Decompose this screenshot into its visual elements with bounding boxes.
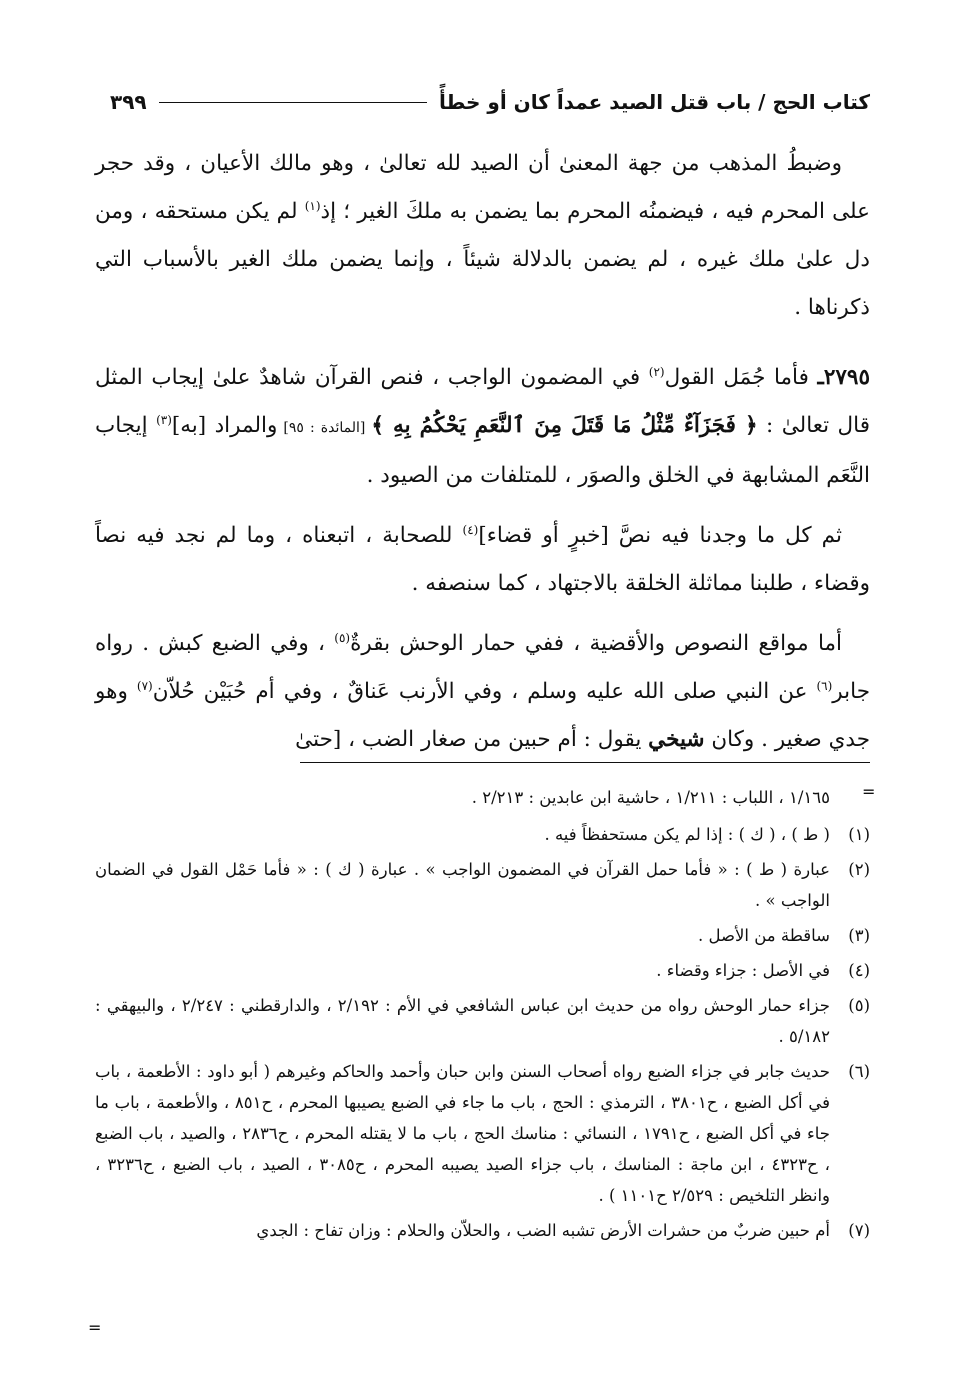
footnote-ref-5: (٥) (334, 630, 351, 645)
footnote-6 (95, 1056, 870, 1211)
paragraph-2795-text-d: إيجاب النَّعَم المشابهة في الخلق والصوَر ، للمتلفات من الصيود . (95, 413, 870, 488)
running-head-rule (159, 102, 427, 103)
paragraph-4-text-a: أما مواقع النصوص والأقضية ، ففي حمار الوحش بقرةٌ (350, 631, 842, 656)
footnote-continuation: ١/١٦٥ ، اللباب : ١/٢١١ ، حاشية ابن عابدين : ٢/٢١٣ . (471, 788, 830, 807)
footnote-ref-4: (٤) (462, 522, 479, 537)
paragraph-2795-text-a: فأما جُمَل القول (664, 365, 818, 390)
paragraph-1-text: وضبطُ المذهب من جهة المعنىٰ أن الصيد لله تعالىٰ ، وهو مالك الأعيان ، وقد حجر على المحرم فيه ، فيضمنُه المحرم بما يضمن به ملكَ الغير ؛ إذ (95, 151, 870, 224)
paragraph-3-text-a: ثم كل ما وجدنا فيه نصَّ [خبرٍ أو قضاء] (478, 523, 842, 548)
footnote-text: ساقطة من الأصل . (698, 926, 830, 945)
footnote-1 (95, 819, 870, 850)
footnote-4 (95, 955, 870, 986)
paragraph-4-text-b: ، وفي الضبع كبش . رواه جابر (95, 631, 870, 704)
paragraph-2795 (95, 354, 870, 500)
footnote-text: ( ط ) ، ( ك ) : إذا لم يكن مستحفظاً فيه . (544, 825, 830, 844)
quran-verse: ﴿ فَجَزَآءٌ مِّثْلُ مَا قَتَلَ مِنَ ٱلنَّعَمِ يَحْكُمُ بِهِ ﴾ (371, 413, 758, 438)
footnote-number: (٦) (848, 1062, 870, 1081)
footnote-number: (٧) (848, 1221, 870, 1240)
continuation-mark-top: = (862, 782, 876, 801)
footnotes (95, 782, 870, 1250)
footnote-text: حديث جابر في جزاء الضبع رواه أصحاب السنن وابن حبان وأحمد والحاكم وغيرهم ( أبو داود : الأطعمة ، باب في أكل الضبع ، ح٣٨٠١ ، الترمذي : الحج ، باب ما جاء في الضبع يصيبها المحرم ، ح٨٥١ ، والأطعمة ، باب ما جاء في أكل الضبع ، ح١٧٩١ ، النسائي : مناسك الحج ، باب ما لا يقتله المحرم ، ح٢٨٣٦ ، والصيد ، باب الضبع ، ح٤٣٢٣ ، ابن ماجة : المناسك ، باب جزاء الصيد يصيبه المحرم ، ح٣٠٨٥ ، الصيد ، باب الضبع ، ح٣٢٣٦ ، وانظر التلخيص : ٢/٥٢٩ ح١١٠١ ) . (95, 1062, 830, 1205)
footnote-number: (١) (848, 825, 870, 844)
footnote-2 (95, 854, 870, 916)
running-head-title: كتاب الحج / باب قتل الصيد عمداً كان أو خطأً (439, 90, 870, 114)
footnote-ref-1: (١) (304, 198, 321, 213)
paragraph-2795-text-c: والمراد [به] (171, 413, 278, 438)
page-number: ٣٩٩ (110, 90, 147, 114)
footnote-ref-6: (٦) (816, 678, 833, 693)
footnote-text: في الأصل : جزاء وقضاء . (656, 961, 830, 980)
paragraph-3 (95, 512, 870, 608)
footnote-text: عبارة ( ط ) : « فأما حمل القرآن في المضمون الواجب » . عبارة ( ك ) : « فأما حَمْل القول في الضمان الواجب » . (95, 860, 830, 910)
footnote-number: (٤) (848, 961, 870, 980)
main-text (95, 140, 870, 776)
paragraph-4-text-e: يقول : أم حبين من صغار الضب ، [حتىٰ (295, 727, 649, 752)
verse-reference: [المائدة : ٩٥] (277, 420, 372, 436)
paragraph-2795-text-b: في المضمون الواجب ، فنص القرآن شاهدٌ علىٰ إيجاب المثل قال تعالىٰ : (95, 365, 870, 438)
footnote-divider (300, 762, 870, 763)
footnote-ref-3: (٣) (156, 412, 172, 427)
footnote-ref-7: (٧) (136, 678, 153, 693)
paragraph-1 (95, 140, 870, 332)
paragraph-number: ٢٧٩٥ـ (817, 365, 871, 390)
footnote-ref-2: (٢) (648, 364, 665, 379)
footnote-number: (٥) (848, 996, 870, 1015)
footnote-3 (95, 920, 870, 951)
shaykh-word: شيخي (648, 727, 705, 752)
footnote-text: جزاء حمار الوحش رواه من حديث ابن عباس الشافعي في الأم : ٢/١٩٢ ، والدارقطني : ٢/٢٤٧ ، والبيهقي : ٥/١٨٢ . (95, 996, 830, 1046)
footnote-number: (٢) (848, 860, 870, 879)
paragraph-4-text-c: عن النبي صلى الله عليه وسلم ، وفي الأرنب عَناقٌ ، وفي أم حُبَيْن حُلاّن (152, 679, 817, 704)
paragraph-3-text-b: للصحابة ، اتبعناه ، وما لم نجد فيه نصاً وقضاء ، طلبنا مماثلة الخلقة بالاجتهاد ، كما سنصفه . (95, 523, 870, 596)
running-head (110, 84, 870, 120)
footnote-text: أم حبين ضربٌ من حشرات الأرض تشبه الضب ، والحلاّن والحلام : وزان تفاح : الجدي (256, 1221, 830, 1240)
paragraph-4 (95, 620, 870, 764)
footnote-5 (95, 990, 870, 1052)
footnote-7 (95, 1215, 870, 1246)
paragraph-1-rest: لم يكن مستحقه ، ومن دل علىٰ ملك غيره ، لم يضمن بالدلالة شيئاً ، وإنما يضمن ملك الغير بالأسباب التي ذكرناها . (95, 199, 870, 320)
footnote-number: (٣) (848, 926, 870, 945)
continuation-mark-bottom: = (88, 1318, 102, 1337)
paragraph-4-text-d: وهو جدي صغير . وكان (95, 679, 870, 752)
